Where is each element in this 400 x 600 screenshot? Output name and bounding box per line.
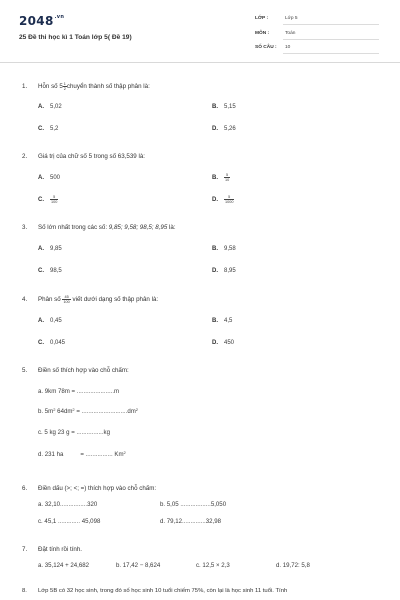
page-header xyxy=(0,0,400,63)
question-number: 3. xyxy=(22,224,28,231)
superscript: 2 xyxy=(53,407,56,412)
question-numbers: 9,85; 9,58; 98,5; 8,95 xyxy=(108,224,168,231)
option-3a[interactable] xyxy=(38,246,62,252)
question-number: 1. xyxy=(22,83,28,91)
site-logo[interactable] xyxy=(19,14,64,28)
option-letter: C. xyxy=(38,268,44,274)
subject-value: Toán xyxy=(285,31,296,36)
item-text: 320 xyxy=(87,501,98,508)
item-unit: Km xyxy=(112,451,124,458)
option-letter: B. xyxy=(212,104,218,110)
option-value: 450 xyxy=(224,340,235,346)
item-unit: kg xyxy=(103,429,110,436)
calc-item-7b: b. 17,42 − 8,624 xyxy=(116,562,161,569)
question-6 xyxy=(22,485,156,492)
option-letter: B. xyxy=(212,318,218,324)
option-letter: C. xyxy=(38,197,44,204)
item-text: 64dm xyxy=(55,408,73,415)
fraction-denominator: 100 xyxy=(63,300,70,304)
calc-item-7d: d. 19,72: 5,8 xyxy=(276,562,310,569)
class-value: Lớp 5 xyxy=(285,16,298,21)
fraction xyxy=(224,195,234,204)
option-value: 5,2 xyxy=(50,126,59,132)
subject-label: MÔN : xyxy=(255,31,270,36)
fraction xyxy=(50,195,58,204)
logo-suffix: .vn xyxy=(54,14,65,20)
option-4d[interactable] xyxy=(212,340,234,346)
option-3d[interactable] xyxy=(212,268,236,274)
option-1b[interactable] xyxy=(212,104,236,110)
option-value: 8,95 xyxy=(224,268,236,274)
fill-item-5a xyxy=(38,388,119,395)
option-letter: D. xyxy=(212,340,218,346)
class-label: LỚP : xyxy=(255,16,269,21)
count-underline xyxy=(283,53,379,54)
item-text: a. 32,10 xyxy=(38,501,61,508)
question-text: Lớp 5B có 32 học sinh, trong đó số học sinh 10 tuổi chiếm 75%, còn lại là học sinh 11 tuổi. Tính xyxy=(38,588,288,594)
option-letter: D. xyxy=(212,197,218,204)
item-unit: dm xyxy=(127,408,136,415)
fraction-denominator: 1000 xyxy=(225,200,234,204)
count-label: SỐ CÂU : xyxy=(255,45,277,50)
option-value: 5,26 xyxy=(224,126,236,132)
fraction-denominator: 10 xyxy=(225,178,230,182)
question-text: Hỗn số 5 xyxy=(38,83,63,91)
option-value: 9,85 xyxy=(50,246,62,252)
item-text: a. 9km 78m = xyxy=(38,388,77,395)
item-text: c. 45,1 xyxy=(38,518,58,525)
question-number: 7. xyxy=(22,546,28,553)
option-4b[interactable] xyxy=(212,318,232,324)
option-2b[interactable] xyxy=(212,173,230,182)
compare-item-6c xyxy=(38,518,100,525)
question-text: Đặt tính rồi tính. xyxy=(38,546,83,553)
fill-item-5b xyxy=(38,408,138,415)
question-number: 2. xyxy=(22,153,28,160)
question-8 xyxy=(22,588,287,594)
question-2 xyxy=(22,153,145,160)
fraction-numerator: 45 xyxy=(62,295,70,300)
question-1 xyxy=(22,82,150,91)
superscript: 2 xyxy=(135,407,139,412)
option-letter: B. xyxy=(212,246,218,252)
item-text: 32,98 xyxy=(205,518,221,525)
question-number: 4. xyxy=(22,296,28,304)
fraction-numerator: 5 xyxy=(224,195,234,200)
option-value: 98,5 xyxy=(50,268,62,274)
question-text: Phân số xyxy=(38,296,63,304)
calc-item-7a: a. 35,124 + 24,682 xyxy=(38,562,89,569)
subject-underline xyxy=(283,39,379,40)
question-text: chuyển thành số thập phân là: xyxy=(66,83,150,91)
fraction xyxy=(62,295,70,304)
answer-blank[interactable]: .................. xyxy=(180,501,211,508)
question-5 xyxy=(22,367,129,374)
fraction xyxy=(224,173,230,182)
answer-blank[interactable]: ............. xyxy=(58,518,81,525)
class-underline xyxy=(283,24,379,25)
option-1a[interactable] xyxy=(38,104,62,110)
item-text: d. 231 ha = xyxy=(38,451,86,458)
option-letter: D. xyxy=(212,268,218,274)
option-value: 5,15 xyxy=(224,104,236,110)
answer-blank[interactable]: ................ xyxy=(76,429,104,436)
calc-item-7c: c. 12,5 × 2,3 xyxy=(196,562,230,569)
option-letter: A. xyxy=(38,246,44,252)
option-2a[interactable] xyxy=(38,175,60,181)
item-text: = xyxy=(74,408,82,415)
question-text: Điền dấu (>; <; =) thích hợp vào chỗ chấm: xyxy=(38,485,157,492)
option-2d[interactable] xyxy=(212,195,234,204)
question-text: Giá trị của chữ số 5 trong số 63,539 là: xyxy=(38,153,145,160)
compare-item-6a xyxy=(38,501,97,508)
answer-blank[interactable]: ................ xyxy=(85,451,113,458)
option-3b[interactable] xyxy=(212,246,236,252)
option-4c[interactable] xyxy=(38,340,65,346)
option-value: 0,045 xyxy=(50,340,66,346)
option-letter: C. xyxy=(38,340,44,346)
logo-text: 2048 xyxy=(19,14,54,28)
exam-title: 25 Đề thi học kì 1 Toán lớp 5( Đề 19) xyxy=(19,34,132,41)
compare-item-6b xyxy=(160,501,226,508)
question-text: là: xyxy=(167,224,176,231)
option-letter: A. xyxy=(38,318,44,324)
option-value: 4,5 xyxy=(224,318,233,324)
answer-blank[interactable]: .............. xyxy=(182,518,206,525)
option-value: 500 xyxy=(50,175,61,181)
option-3c[interactable] xyxy=(38,268,62,274)
question-text: viết dưới dạng số thập phân là: xyxy=(70,296,159,304)
fraction-numerator: 1 xyxy=(63,82,66,86)
option-value: 5,02 xyxy=(50,104,62,110)
answer-blank[interactable]: ................ xyxy=(60,501,88,508)
item-text: d. 79,12 xyxy=(160,518,183,525)
option-4a[interactable] xyxy=(38,318,62,324)
question-text: Điền số thích hợp vào chỗ chấm: xyxy=(38,367,129,374)
item-text: 5,050 xyxy=(210,501,227,508)
question-number: 6. xyxy=(22,485,28,492)
option-letter: B. xyxy=(212,175,218,182)
compare-item-6d xyxy=(160,518,221,525)
question-number: 5. xyxy=(22,367,28,374)
item-text: b. 5m xyxy=(38,408,54,415)
option-1d[interactable] xyxy=(212,126,236,132)
item-text: 45,098 xyxy=(80,518,101,525)
option-value: 9,58 xyxy=(224,246,236,252)
option-1c[interactable] xyxy=(38,126,58,132)
answer-blank[interactable]: ...................... xyxy=(76,388,115,395)
option-letter: A. xyxy=(38,175,44,181)
question-7 xyxy=(22,546,82,553)
question-4 xyxy=(22,295,158,304)
question-3 xyxy=(22,224,176,231)
item-text: c. 5 kg 23 g = xyxy=(38,429,77,436)
option-value: 0,45 xyxy=(50,318,62,324)
item-unit: m xyxy=(114,388,120,395)
option-2c[interactable] xyxy=(38,195,58,204)
fraction-denominator: 2 xyxy=(63,87,66,91)
option-letter: D. xyxy=(212,126,218,132)
question-text: Số lớn nhất trong các số: xyxy=(38,224,109,231)
question-number: 8. xyxy=(22,588,27,594)
fraction-numerator: 5 xyxy=(50,195,58,200)
answer-blank[interactable]: ........................... xyxy=(81,408,128,415)
fill-item-5c xyxy=(38,429,110,436)
option-letter: C. xyxy=(38,126,44,132)
superscript: 2 xyxy=(72,407,75,412)
item-text: b. 5,05 xyxy=(160,501,181,508)
fraction-numerator: 5 xyxy=(224,173,230,178)
count-value: 10 xyxy=(285,45,291,50)
superscript: 2 xyxy=(123,450,126,455)
fill-item-5d xyxy=(38,451,126,458)
option-letter: A. xyxy=(38,104,44,110)
fraction-denominator: 100 xyxy=(51,200,58,204)
